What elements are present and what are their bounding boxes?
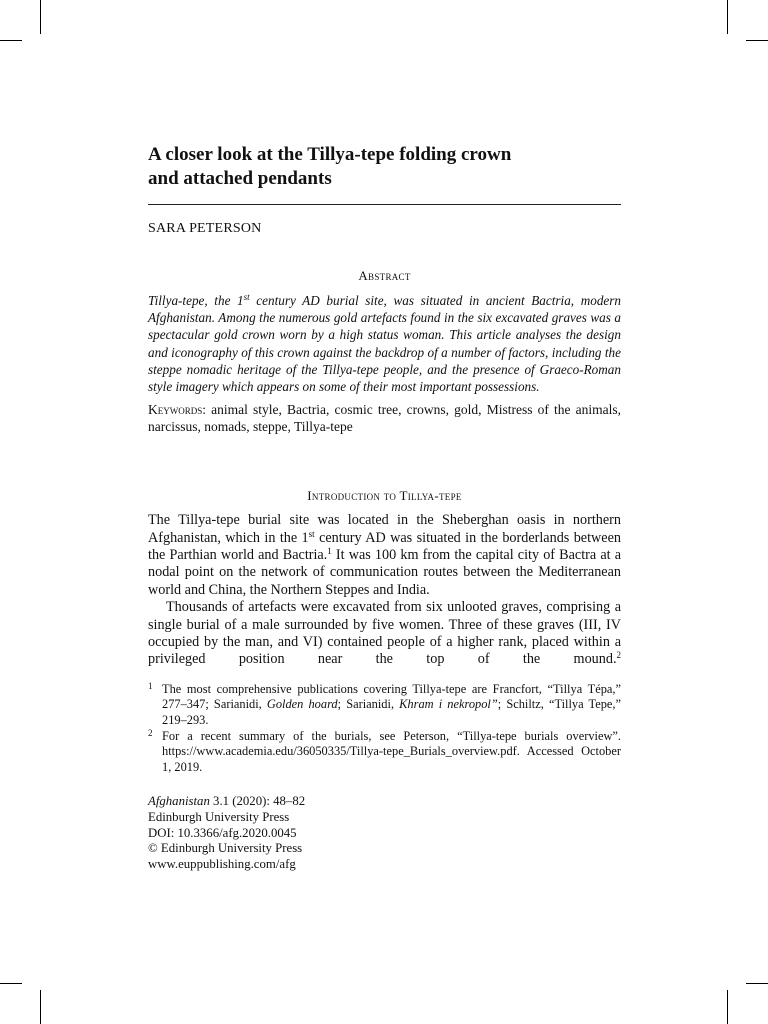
crop-mark [746, 40, 768, 41]
footnote-marker: 2 [148, 727, 153, 738]
title-line-1: A closer look at the Tillya-tepe folding crown [148, 144, 512, 165]
doi[interactable]: DOI: 10.3366/afg.2020.0045 [148, 825, 297, 840]
section-heading: Introduction to Tillya-tepe [307, 488, 462, 504]
footnote-number [148, 729, 162, 776]
crop-mark [727, 990, 728, 1024]
title-rule [148, 204, 621, 205]
footnote-italic-title: Khram i nekropol” [399, 697, 498, 712]
footnote-italic-title: Golden hoard [266, 697, 338, 712]
footnote-text: For a recent summary of the burials, see Peterson, “Tillya-tepe burials overview”. https://www.academia.edu/36050335/Tillya-tepe_Burials_overview.pdf. Accessed October 1, 2019. [162, 728, 621, 774]
paragraph-text: It was 100 km from the capital city of Bactra at a nodal point on the network of communication routes between the Mediterranean world and China, the Northern Steppes and India. [148, 547, 621, 598]
keywords [148, 401, 621, 435]
ordinal-superscript: st [308, 528, 315, 539]
footnote-2 [148, 729, 621, 776]
footnote-ref-1[interactable]: 1 [327, 546, 332, 557]
abstract-text [148, 292, 621, 395]
crop-mark [746, 983, 768, 984]
keywords-list: : animal style, Bactria, cosmic tree, crowns, gold, Mistress of the animals, narcissus, nomads, steppe, Tillya-tepe [148, 402, 621, 435]
footnote-text-part: ; Sarianidi, [337, 697, 400, 712]
footnote-1 [148, 682, 621, 729]
footnote-text [162, 682, 621, 729]
journal-citation [148, 794, 621, 810]
body-paragraph-1 [148, 512, 621, 599]
article-page [148, 143, 621, 872]
title-line-2: and attached pendants [148, 168, 332, 189]
colophon [148, 794, 621, 872]
footnote-number [148, 682, 162, 729]
journal-url[interactable]: www.euppublishing.com/afg [148, 856, 296, 871]
keywords-label: Keywords [148, 402, 203, 418]
abstract-text-part: Tillya-tepe, the 1 [148, 293, 244, 308]
ordinal-superscript: st [243, 292, 250, 302]
journal-issue: 3.1 (2020): 48–82 [209, 794, 306, 809]
journal-name: Afghanistan [148, 794, 210, 809]
footnote-text-part: The most comprehensive publications covering Tillya-tepe are Francfort, “Tillya Tépa,” 277–347; Sarianidi, [162, 681, 621, 712]
footnotes [148, 682, 621, 776]
paragraph-text: The Tillya-tepe burial site was located in the Sheberghan oasis in northern Afghanistan, which in the 1 [148, 512, 621, 546]
crop-mark [727, 0, 728, 34]
crop-mark [40, 990, 41, 1024]
copyright: © Edinburgh University Press [148, 841, 303, 856]
footnote-ref-2[interactable]: 2 [616, 650, 621, 661]
paragraph-text: century AD was situated in the borderlands between the Parthian world and Bactria. [148, 529, 621, 564]
crop-mark [40, 0, 41, 34]
crop-mark [0, 983, 22, 984]
article-title [148, 143, 621, 191]
crop-mark [0, 40, 22, 41]
footnote-marker: 1 [148, 680, 153, 691]
paragraph-text: Thousands of artefacts were excavated from six unlooted graves, comprising a single burial of a male surrounded by five women. Three of these graves (III, IV occupied by the man, and VI) contained people of a higher rank, placed within a privileged position near the top of the mound. [148, 599, 621, 668]
abstract-text-part: century AD burial site, was situated in ancient Bactria, modern Afghanistan. Among the numerous gold artefacts found in the six excavated graves was a spectacular gold crown worn by a high status woman. This article analyses the design and iconography of this crown against the backdrop of a number of factors, including the steppe nomadic heritage of the Tillya-tepe people, and the presence of Graeco-Roman style imagery which appears on some of their most important possessions. [148, 293, 622, 395]
publisher: Edinburgh University Press [148, 810, 290, 825]
footnote-text-part: ; Schiltz, “Tillya Tepe,” 219–293. [162, 697, 622, 728]
abstract-heading: Abstract [358, 268, 411, 283]
body-paragraph-2 [148, 599, 621, 669]
author-name: SARA PETERSON [148, 221, 262, 236]
